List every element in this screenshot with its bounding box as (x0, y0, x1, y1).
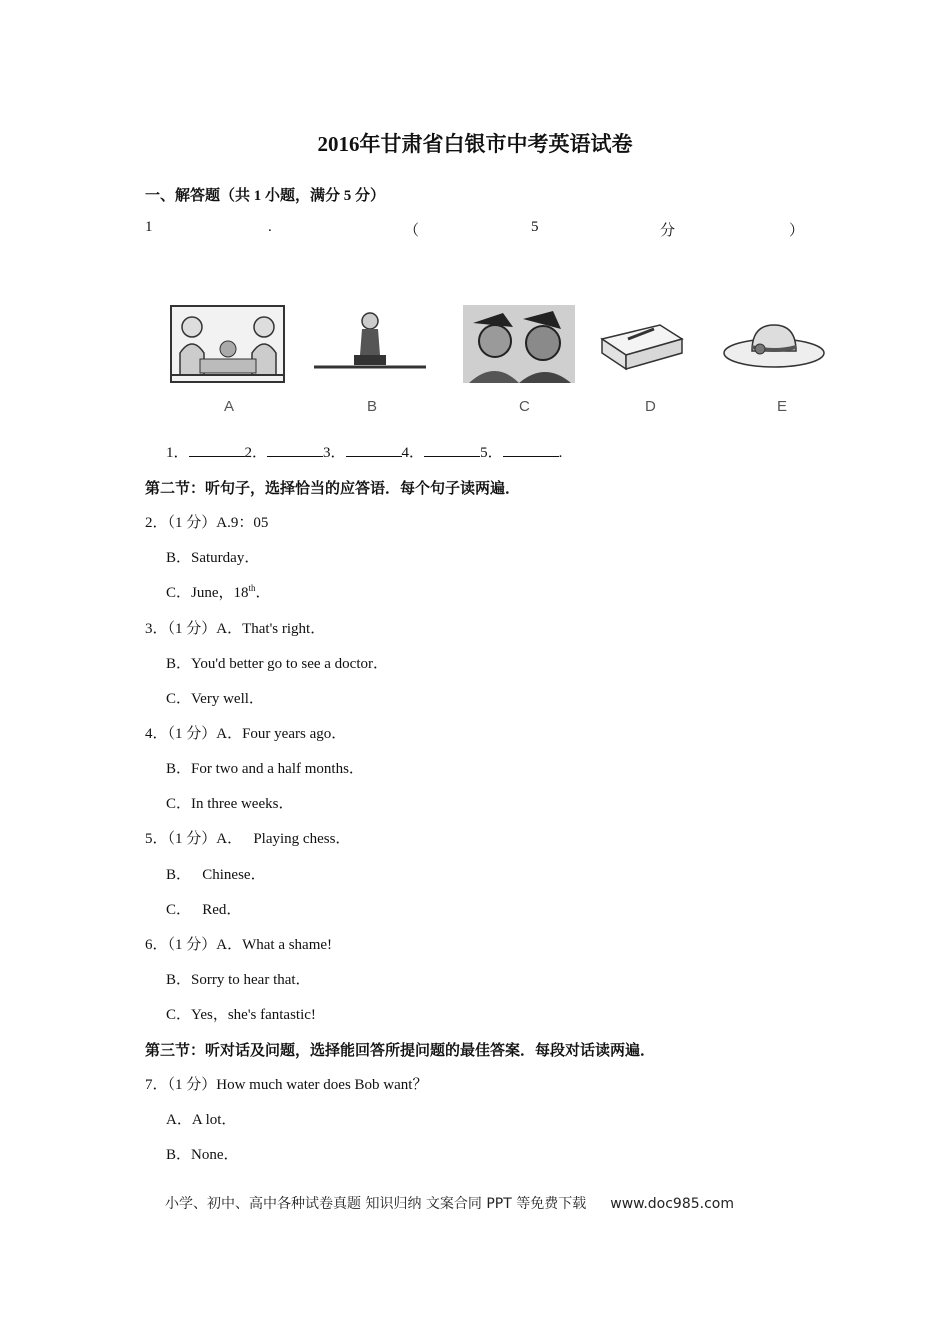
q1-close-paren: ） (789, 223, 805, 239)
q7-option-a: A．A lot． (166, 1112, 237, 1128)
q1-unit: 分 (660, 223, 676, 239)
q5-option-c: C． Red． (166, 902, 242, 918)
answer-blank-3[interactable] (346, 443, 402, 457)
page-title: 2016年甘肃省白银市中考英语试卷 (317, 132, 633, 156)
hat-picture (722, 303, 827, 385)
q2-option-b: B．Saturday． (166, 550, 260, 566)
answer-label-4: 4． (401, 445, 425, 461)
q1-open-paren: （ (404, 223, 420, 239)
desk-with-pen-picture (598, 303, 686, 385)
picture-letter-a: A (224, 398, 235, 415)
footer-text: 小学、初中、高中各种试卷真题 知识归纳 文案合同 PPT 等免费下载 (165, 1196, 587, 1212)
two-men-picture (463, 303, 575, 385)
q4-option-c: C．In three weeks． (166, 796, 294, 812)
q6-option-b: B．Sorry to hear that． (166, 972, 311, 988)
q7-stem: 7．（1 分）How much water does Bob want？ (145, 1077, 428, 1093)
q5-option-b: B． Chinese． (166, 867, 266, 883)
q3-option-c: C．Very well． (166, 691, 264, 707)
picture-letter-c: C (519, 398, 530, 415)
section3-heading: 第三节：听对话及问题，选择能回答所提问题的最佳答案．每段对话读两遍． (145, 1043, 656, 1059)
answer-blank-1[interactable] (189, 443, 245, 457)
q3-option-b: B．You'd better go to see a doctor． (166, 656, 388, 672)
q1-dot: . (268, 219, 272, 235)
answer-blank-5[interactable] (503, 443, 559, 457)
picture-letter-d: D (645, 398, 656, 415)
section2-heading: 第二节：听句子，选择恰当的应答语．每个句子读两遍． (145, 481, 521, 497)
q2-stem: 2．（1 分）A.9：05 (145, 515, 269, 531)
q1-number: 1 (145, 219, 153, 235)
q5-stem: 5．（1 分）A． Playing chess． (145, 831, 351, 847)
picture-letter-e: E (777, 398, 788, 415)
section1-heading: 一、解答题（共 1 小题，满分 5 分） (145, 188, 386, 204)
q1-points: 5 (531, 219, 539, 235)
q4-option-b: B．For two and a half months． (166, 761, 364, 777)
answer-label-3: 3． (323, 445, 346, 461)
answer-blanks-line (166, 441, 562, 462)
q2-option-c (166, 581, 271, 602)
q7-option-b: B．None． (166, 1147, 239, 1163)
answer-blank-2[interactable] (267, 443, 323, 457)
people-dining-picture (170, 303, 285, 385)
person-sitting-picture (314, 303, 426, 385)
q4-stem: 4．（1 分）A．Four years ago． (145, 726, 347, 742)
picture-letter-b: B (367, 398, 378, 415)
q3-stem: 3．（1 分）A．That's right． (145, 621, 326, 637)
q2-option-c-text: C．June，18 (166, 585, 249, 601)
answer-end: . (558, 445, 563, 461)
page-footer (165, 1193, 734, 1213)
q2-option-c-sup: th (248, 583, 256, 593)
q6-option-c: C．Yes，she's fantastic! (166, 1007, 316, 1023)
answer-label-5: 5． (480, 445, 503, 461)
footer-site-link[interactable]: www.doc985.com (610, 1196, 734, 1212)
q6-stem: 6．（1 分）A．What a shame! (145, 937, 333, 953)
q2-option-c-end: ． (255, 585, 271, 601)
answer-blank-4[interactable] (424, 443, 480, 457)
answer-label-1: 1． (166, 445, 189, 461)
answer-label-2: 2． (244, 445, 268, 461)
